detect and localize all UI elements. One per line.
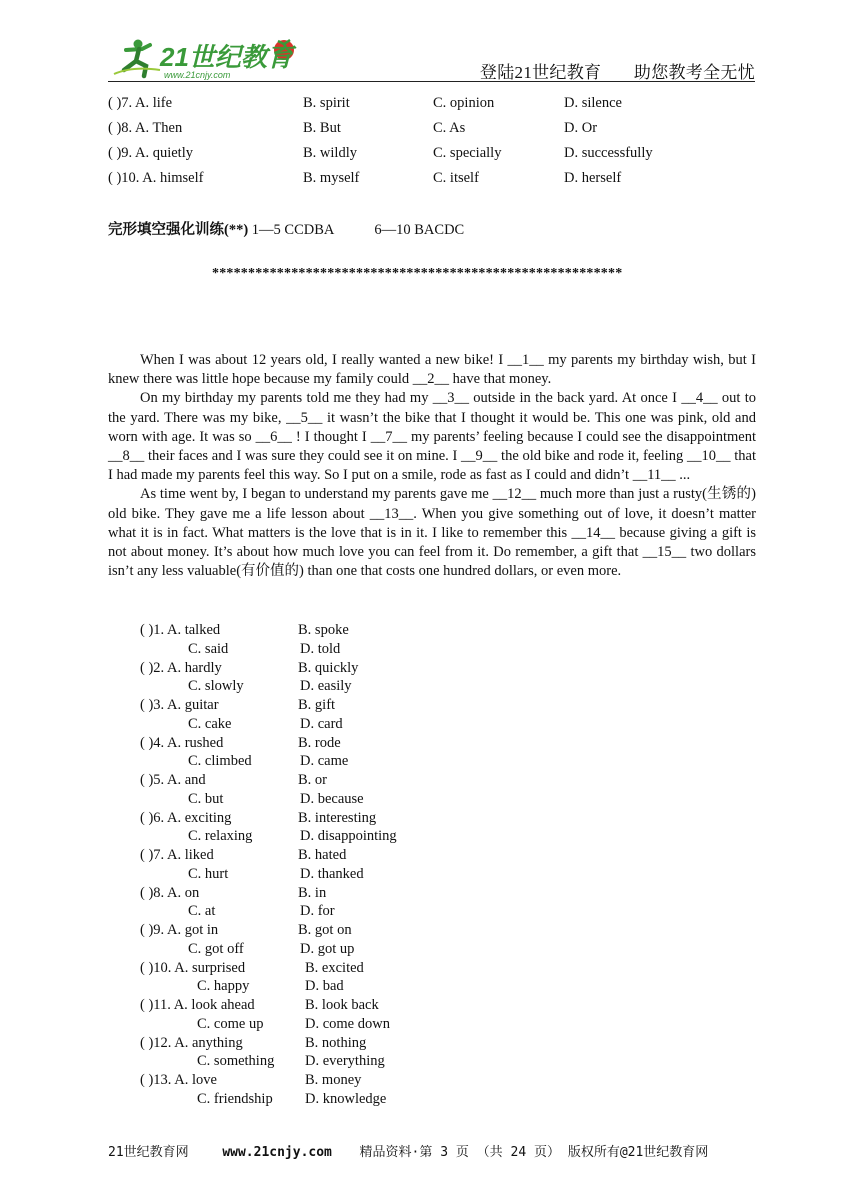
option-a: ( )8. A. Then — [108, 120, 183, 136]
option-c: C. slowly — [188, 678, 244, 695]
option-a: ( )8. A. on — [140, 884, 200, 901]
option-b: B. look back — [305, 997, 379, 1013]
footer-info: 精品资料·第 3 页 （共 24 页） 版权所有@21世纪教育网 — [359, 1145, 709, 1160]
option-d: D. easily — [300, 678, 352, 695]
option-d: D. everything — [305, 1053, 385, 1070]
option-d: D. silence — [564, 95, 622, 111]
option-a: ( )13. A. love — [140, 1072, 217, 1088]
option-d: D. for — [300, 903, 335, 920]
option-a: ( )11. A. look ahead — [140, 997, 255, 1013]
option-d: D. got up — [300, 940, 355, 957]
option-b: B. in — [298, 884, 327, 901]
option-d: D. herself — [564, 170, 622, 186]
logo-graphic — [112, 36, 312, 82]
option-b: B. myself — [303, 170, 360, 186]
header-slogan — [452, 58, 755, 83]
logo-text: 21世纪教育 — [160, 42, 293, 72]
option-c: C. relaxing — [188, 828, 253, 845]
option-d: D. Or — [564, 120, 598, 136]
site-logo[interactable] — [112, 36, 312, 82]
option-c: C. friendship — [197, 1090, 273, 1107]
passage-paragraph: On my birthday my parents told me they had my __3__ outside in the back yard. At once I __4__ out to the yard. There was my bike, __5__ it wasn’t the bike that I thought it would be. This one was pink, old and worn with age. It was so __6__ ! I thought I __7__ my parents’ feeling because I could see the disappointment __8__ their faces and I was sure they could see it on mine. I __9__ the old bike and rode it, feeling __10__ that I had made my parents feel this way. So I put on a smile, rode as fast as I could and didn’t __11__ ... — [108, 390, 756, 484]
option-c: C. at — [188, 903, 216, 920]
option-b: B. spoke — [298, 622, 349, 638]
option-c: C. come up — [197, 1015, 264, 1032]
option-c: C. hurt — [188, 865, 229, 882]
option-b: B. money — [305, 1072, 362, 1088]
option-d: D. knowledge — [305, 1090, 387, 1107]
option-b: B. or — [298, 772, 327, 788]
option-d: D. because — [300, 790, 364, 807]
slogan-left: 登陆21世纪教育 — [479, 63, 602, 82]
option-a: ( )9. A. got in — [140, 922, 219, 938]
footer-site-link[interactable]: www.21cnjy.com — [222, 1145, 332, 1160]
option-c: C. but — [188, 790, 224, 807]
option-a: ( )10. A. surprised — [140, 959, 246, 976]
option-b: B. interesting — [298, 809, 377, 826]
option-a: ( )7. A. life — [108, 95, 173, 111]
passage-paragraph: When I was about 12 years old, I really wanted a new bike! I __1__ my parents my birthday wish, but I knew there was little hope because my family could __2__ have that money. — [108, 352, 756, 388]
cloze-passage — [108, 351, 756, 581]
section-separator: ********************************************************* — [212, 266, 623, 281]
option-c: C. itself — [433, 170, 479, 186]
option-d: D. bad — [305, 978, 344, 995]
option-b: B. wildly — [303, 145, 357, 161]
option-c: C. said — [188, 640, 229, 657]
option-b: B. nothing — [305, 1034, 367, 1051]
option-a: ( )10. A. himself — [108, 170, 204, 186]
option-c: C. something — [197, 1053, 275, 1070]
option-d: D. successfully — [564, 145, 653, 161]
answer-key-part1: 1—5 CCDBA — [248, 222, 335, 238]
answer-key-part2: 6—10 BACDC — [374, 222, 465, 238]
option-a: ( )2. A. hardly — [140, 659, 222, 676]
option-b: B. quickly — [298, 659, 359, 676]
option-b: B. got on — [298, 922, 352, 938]
option-b: B. But — [303, 120, 341, 136]
option-a: ( )1. A. talked — [140, 622, 221, 638]
option-c: C. got off — [188, 940, 244, 957]
option-d: D. thanked — [300, 865, 364, 882]
option-d: D. told — [300, 640, 341, 657]
option-a: ( )6. A. exciting — [140, 809, 232, 826]
option-c: C. climbed — [188, 753, 252, 770]
slogan-right: 助您教考全无忧 — [633, 63, 755, 82]
option-c: C. happy — [197, 978, 250, 995]
option-c: C. specially — [433, 145, 502, 161]
footer-brand: 21世纪教育网 — [108, 1145, 189, 1160]
option-b: B. excited — [305, 959, 364, 976]
option-a: ( )4. A. rushed — [140, 734, 224, 751]
option-a: ( )12. A. anything — [140, 1034, 243, 1051]
option-d: D. come down — [305, 1015, 390, 1032]
header-divider — [108, 81, 755, 82]
option-c: C. As — [433, 120, 466, 136]
logo-url: www.21cnjy.com — [164, 70, 231, 80]
passage-paragraph: As time went by, I began to understand my parents gave me __12__ much more than just a rusty(生锈的) old bike. They gave me a life lesson about __13__. When you give something out of love, it doesn’t matter what it is in fact. What matters is the love that is in it. I like to remember this __14__ because giving a gift is not about money. It’s about how much love you can feel from it. Do remember, a gift that __15__ two dollars isn’t any less valuable(有价值的) than one that costs one hundred dollars, or even more. — [108, 486, 756, 580]
option-c: C. opinion — [433, 95, 495, 111]
option-d: D. disappointing — [300, 828, 397, 845]
option-a: ( )9. A. quietly — [108, 145, 193, 161]
option-a: ( )7. A. liked — [140, 847, 214, 863]
option-d: D. card — [300, 715, 343, 732]
option-a: ( )5. A. and — [140, 772, 206, 788]
page-footer — [108, 1141, 708, 1160]
option-b: B. gift — [298, 697, 336, 713]
option-b: B. rode — [298, 734, 341, 751]
option-d: D. came — [300, 753, 349, 770]
option-a: ( )3. A. guitar — [140, 697, 219, 713]
option-c: C. cake — [188, 715, 232, 732]
option-b: B. spirit — [303, 95, 350, 111]
option-b: B. hated — [298, 847, 347, 863]
answer-key-label: 完形填空强化训练(**) — [108, 222, 249, 238]
answer-key — [108, 218, 464, 239]
